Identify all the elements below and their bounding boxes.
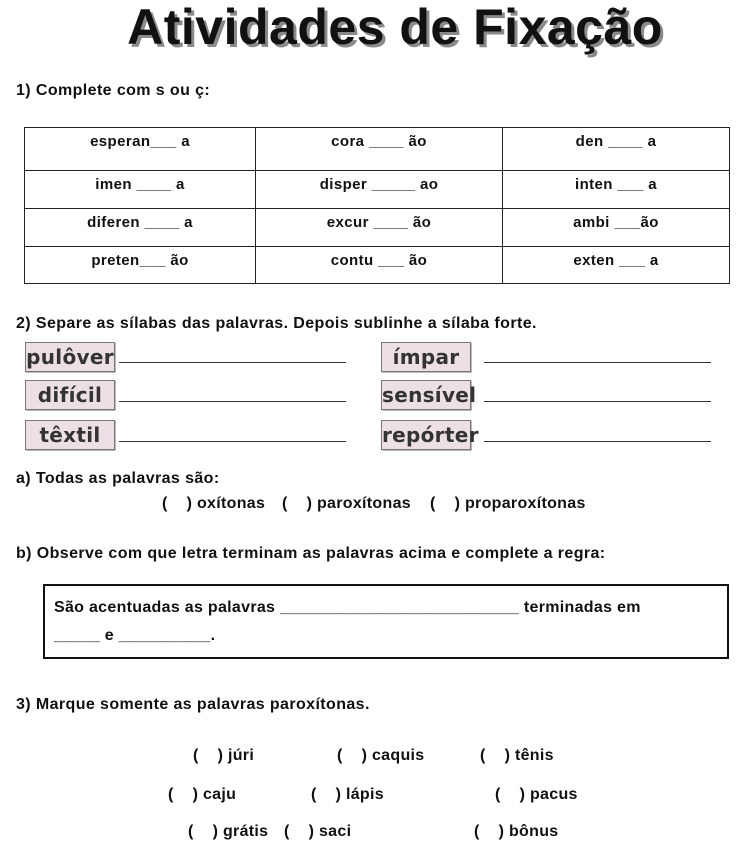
question-2a-prompt: a) Todas as palavras são:	[16, 470, 220, 487]
answer-line[interactable]	[119, 441, 346, 442]
option-saci[interactable]: ( ) saci	[284, 823, 352, 840]
option-bonus[interactable]: ( ) bônus	[474, 823, 559, 840]
table-cell: contu ___ ão	[256, 247, 503, 284]
table-row	[25, 128, 730, 171]
table-cell: diferen ____ a	[25, 209, 256, 247]
answer-line[interactable]	[119, 401, 346, 402]
rule-box	[43, 584, 729, 659]
option-gratis[interactable]: ( ) grátis	[188, 823, 269, 840]
rule-text[interactable]	[54, 594, 714, 650]
table-cell: excur ____ ão	[256, 209, 503, 247]
question-3-prompt: 3) Marque somente as palavras paroxítonas.	[16, 696, 370, 713]
word-card-impar: ímpar	[381, 342, 471, 372]
question-1-prompt: 1) Complete com s ou ç:	[16, 82, 211, 99]
table-cell: disper _____ ao	[256, 171, 503, 209]
table-cell: exten ___ a	[503, 247, 730, 284]
option-proparoxitonas[interactable]: ( ) proparoxítonas	[430, 495, 586, 512]
question-2b-prompt: b) Observe com que letra terminam as palavras acima e complete a regra:	[16, 545, 606, 562]
option-caju[interactable]: ( ) caju	[168, 786, 237, 803]
table-cell: preten___ ão	[25, 247, 256, 284]
answer-line[interactable]	[119, 362, 346, 363]
option-lapis[interactable]: ( ) lápis	[311, 786, 384, 803]
page-title: Atividades de Fixação	[127, 0, 663, 55]
table-cell: imen ____ a	[25, 171, 256, 209]
word-card-dificil: difícil	[25, 380, 115, 410]
rule-line-1: São acentuadas as palavras __________________________ terminadas em	[54, 599, 641, 616]
fill-in-table	[24, 127, 730, 284]
table-cell: esperan___ a	[25, 128, 256, 171]
word-card-textil: têxtil	[25, 420, 115, 450]
table-row	[25, 209, 730, 247]
question-2-prompt: 2) Separe as sílabas das palavras. Depois sublinhe a sílaba forte.	[16, 315, 537, 332]
table-cell: den ____ a	[503, 128, 730, 171]
option-tenis[interactable]: ( ) tênis	[480, 747, 554, 764]
answer-line[interactable]	[484, 401, 711, 402]
table-cell: cora ____ ão	[256, 128, 503, 171]
table-row	[25, 171, 730, 209]
answer-line[interactable]	[484, 362, 711, 363]
answer-line[interactable]	[484, 441, 711, 442]
option-pacus[interactable]: ( ) pacus	[495, 786, 578, 803]
option-oxitonas[interactable]: ( ) oxítonas	[162, 495, 266, 512]
table-cell: inten ___ a	[503, 171, 730, 209]
table-row	[25, 247, 730, 284]
word-card-pulover: pulôver	[25, 342, 115, 372]
word-card-reporter: repórter	[381, 420, 471, 450]
option-juri[interactable]: ( ) júri	[193, 747, 255, 764]
rule-line-2: _____ e __________.	[54, 627, 216, 644]
table-cell: ambi ___ão	[503, 209, 730, 247]
option-paroxitonas[interactable]: ( ) paroxítonas	[282, 495, 411, 512]
word-card-sensivel: sensível	[381, 380, 471, 410]
option-caquis[interactable]: ( ) caquis	[337, 747, 425, 764]
